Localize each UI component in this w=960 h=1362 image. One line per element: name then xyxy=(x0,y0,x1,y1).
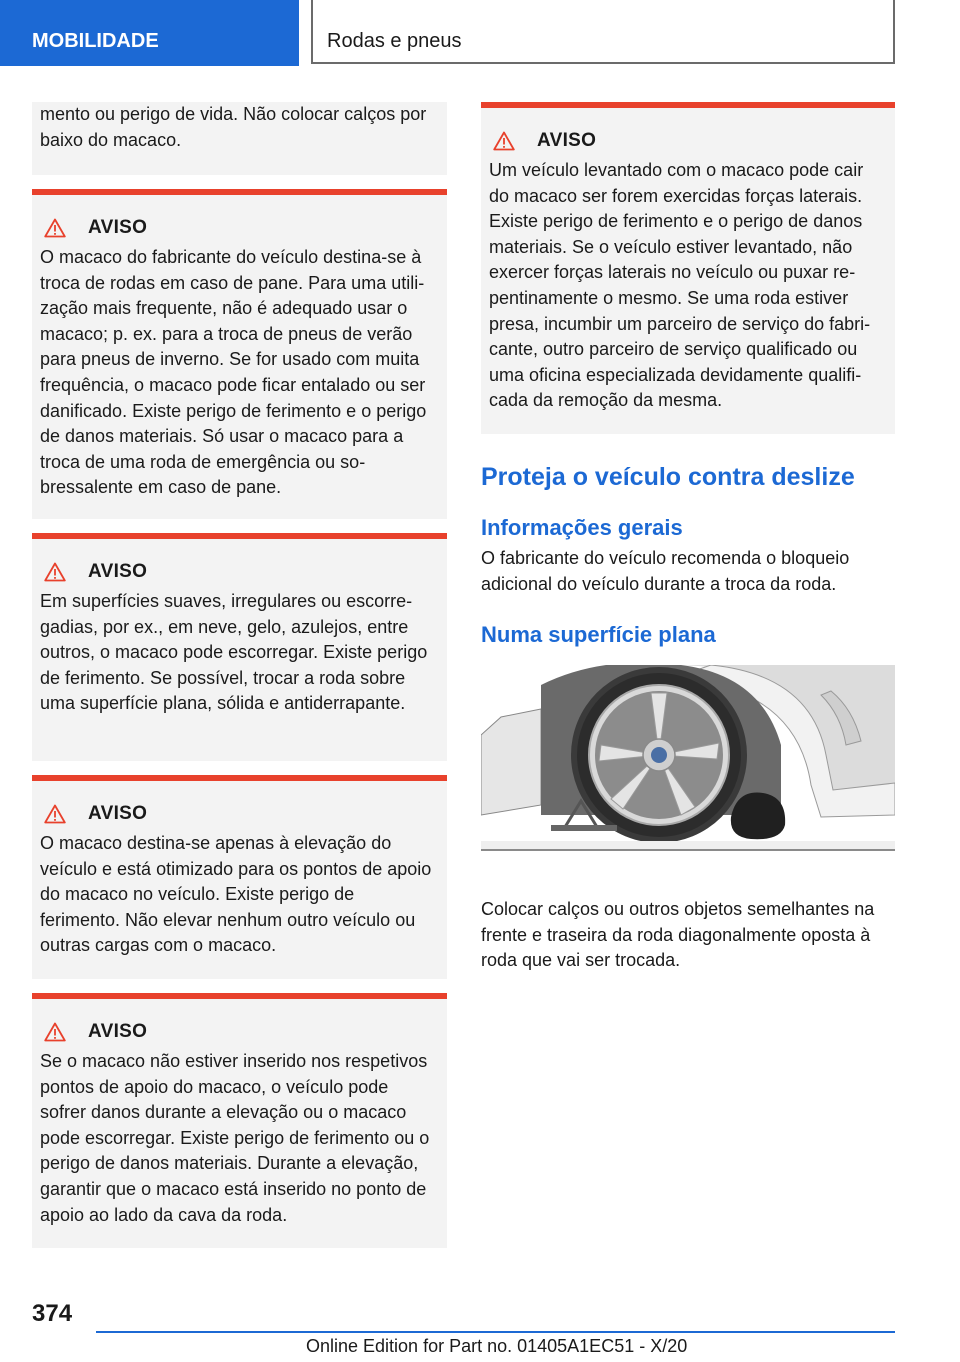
subsection-title: Numa superfície plana xyxy=(481,622,716,648)
continued-warning-box xyxy=(32,102,447,175)
warning-box xyxy=(32,189,447,519)
warning-triangle-icon xyxy=(44,562,66,582)
warning-header xyxy=(40,801,439,827)
warning-text: O macaco destina-se apenas à elevação do veículo e está otimizado para os pontos de apoio do macaco no veículo. Existe perigo de ferimento. Não elevar nenhum outro veículo ou outras cargas com o macaco. xyxy=(40,833,432,956)
warning-triangle-icon xyxy=(44,218,66,238)
wheel-chock-illustration xyxy=(481,665,895,851)
chapter-tab: Rodas e pneus xyxy=(311,0,895,64)
edition-info: Online Edition for Part no. 01405A1EC51 - X/20 xyxy=(306,1336,688,1356)
section-tab: MOBILIDADE xyxy=(0,0,299,66)
warning-title: AVISO xyxy=(88,217,148,238)
warning-box xyxy=(32,533,447,761)
warning-title: AVISO xyxy=(537,130,597,151)
warning-triangle-icon xyxy=(493,131,515,151)
continued-warning-text: mento ou perigo de vida. Não colocar calços por baixo do macaco. xyxy=(40,104,427,150)
warning-header xyxy=(40,1019,439,1045)
warning-header xyxy=(40,559,439,585)
warning-text: Em superfícies suaves, irregulares ou escorregadias, por ex., em neve, gelo, azulejos, entre outros, o macaco pode escorregar. Existe perigo de ferimento. Se possível, trocar a roda sobre uma superfície plana, sólida e antiderrapante. xyxy=(40,591,428,714)
figure-caption: Colocar calços ou outros objetos semelhantes na frente e traseira da roda diagonalmente oposta à roda que vai ser trocada. xyxy=(481,899,875,971)
page-header xyxy=(0,0,960,66)
left-column xyxy=(32,102,447,1262)
warning-triangle-icon xyxy=(44,804,66,824)
warning-text: Um veículo levantado com o macaco pode cair do macaco ser forem exercidas forças laterais. Existe perigo de ferimento e o perigo de danos materiais. Se o veículo estiver levantado, não exercer forças laterais no veículo ou puxar repentinamente o mesmo. Se uma roda estiver presa, incumbir um parceiro de serviço do fabricante, outro parceiro de serviço qualificado ou uma oficina especializada devidamente qualificada da remoção da mesma. xyxy=(489,160,871,411)
warning-title: AVISO xyxy=(88,561,148,582)
warning-header xyxy=(489,128,887,154)
warning-box xyxy=(32,775,447,979)
warning-text: Se o macaco não estiver inserido nos respetivos pontos de apoio do macaco, o veículo pode sofrer danos durante a elevação ou o macaco pode escorregar. Existe perigo de ferimento ou o perigo de danos materiais. Durante a elevação, garantir que o macaco está inserido no ponto de apoio ao lado da cava da roda. xyxy=(40,1051,430,1225)
warning-title: AVISO xyxy=(88,803,148,824)
body-paragraph: O fabricante do veículo recomenda o bloqueio adicional do veículo durante a troca da roda. xyxy=(481,548,850,594)
right-column xyxy=(481,102,895,974)
section-title: Proteja o veículo contra deslize xyxy=(481,463,855,491)
warning-text: O macaco do fabricante do veículo destina-se à troca de rodas em caso de pane. Para uma utilização mais frequente, não é adequado usar o macaco; p. ex. para a troca de pneus de verão para pneus de inverno. Se for usado com muita frequência, o macaco pode ficar entalado ou ser danificado. Existe perigo de ferimento e o perigo de danos materiais. Só usar o macaco para a troca de uma roda de emergência ou sobressalente em caso de pane. xyxy=(40,247,427,498)
page-number: 374 xyxy=(32,1300,73,1327)
warning-triangle-icon xyxy=(44,1022,66,1042)
warning-title: AVISO xyxy=(88,1021,148,1042)
wheel-chock-drawing xyxy=(481,665,895,849)
footer-divider xyxy=(96,1331,895,1333)
warning-box xyxy=(481,102,895,434)
warning-header xyxy=(40,215,439,241)
warning-box xyxy=(32,993,447,1248)
subsection-title: Informações gerais xyxy=(481,515,683,540)
